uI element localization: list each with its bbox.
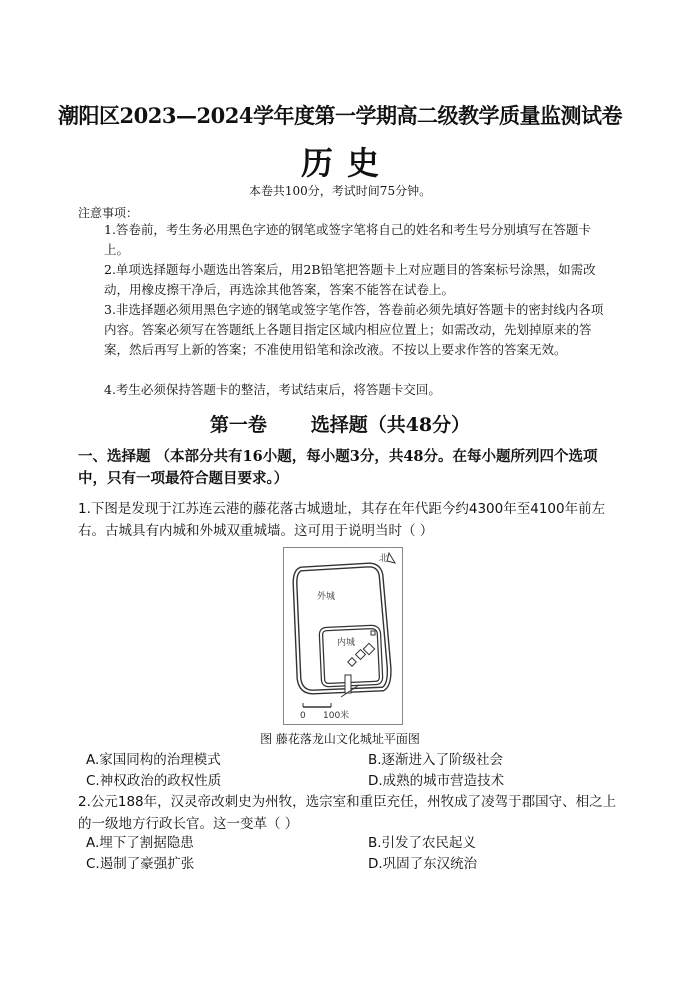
question-1-stem: 1.下图是发现于江苏连云港的藤花落古城遗址，其存在年代距今约4300年至4100年前左右。古城具有内城和外城双重城墙。这可用于说明当时（ ） (78, 501, 606, 539)
foundation-1 (356, 650, 366, 660)
question-2-stem: 2.公元188年，汉灵帝改刺史为州牧，选宗室和重臣充任，州牧成了凌驾于郡国守、相之上的一级地方行政长官。这一变革（ ） (78, 794, 617, 832)
north-label: 北 (379, 554, 389, 564)
question-2-option-b[interactable]: B.引发了农民起义 (368, 835, 477, 851)
exam-intro: 本卷共100分，考试时间75分钟。 (248, 184, 432, 198)
notice-item-3: 3.非选择题必须用黑色字迹的钢笔或签字笔作答，答卷前必须先填好答题卡的密封线内各项内容。答案必须写在答题纸上各题目指定区域内相应位置上；如需改动，先划掉原来的答案，然后再写上新的答案；不准使用铅笔和涂改液。不按以上要求作答的答案无效。 (104, 302, 604, 357)
scale-length-label: 100米 (323, 711, 350, 721)
part-heading: 一、选择题 （本部分共有16小题，每小题3分，共48分。在每小题所列四个选项中，只有一项最符合题目要求。） (78, 448, 598, 487)
question-1-option-c[interactable]: C.神权政治的政权性质 (86, 773, 222, 789)
section-title: 第一卷 选择题（共48分） (209, 414, 471, 436)
notice-item-2: 2.单项选择题每小题选出答案后，用2B铅笔把答题卡上对应题目的答案标号涂黑，如需改动，用橡皮擦干净后，再选涂其他答案，答案不能答在试卷上。 (104, 262, 596, 297)
outer-city-label: 外城 (317, 592, 336, 602)
foundation-3 (348, 658, 356, 666)
notice-label: 注意事项： (78, 206, 139, 220)
question-2-option-a[interactable]: A.埋下了割据隐患 (86, 835, 194, 851)
notice-item-1: 1.答卷前，考生务必用黑色字迹的钢笔或签字笔将自己的姓名和考生号分别填写在答题卡上。 (104, 222, 591, 257)
question-2-option-c[interactable]: C.遏制了豪强扩张 (86, 856, 195, 872)
subject-title: 历史 (300, 144, 393, 182)
gate (345, 675, 351, 693)
question-2-option-d[interactable]: D.巩固了东汉统治 (368, 856, 478, 872)
foundation-4 (371, 631, 375, 635)
inner-city-label: 内城 (337, 638, 356, 648)
scale-zero-label: 0 (300, 711, 306, 721)
exam-title: 潮阳区2023—2024学年度第一学期高二级教学质量监测试卷 (58, 103, 622, 128)
foundation-2 (363, 643, 374, 654)
north-arrow-icon (387, 553, 395, 563)
question-1-option-b[interactable]: B.逐渐进入了阶级社会 (368, 752, 504, 768)
notice-item-4: 4.考生必须保持答题卡的整洁，考试结束后，将答题卡交回。 (104, 382, 441, 397)
city-site-map (283, 547, 403, 725)
question-1-option-a[interactable]: A.家国同构的治理模式 (86, 752, 221, 768)
figure-caption: 图 藤花落龙山文化城址平面图 (260, 732, 420, 746)
question-1-option-d[interactable]: D.成熟的城市营造技术 (368, 773, 505, 789)
